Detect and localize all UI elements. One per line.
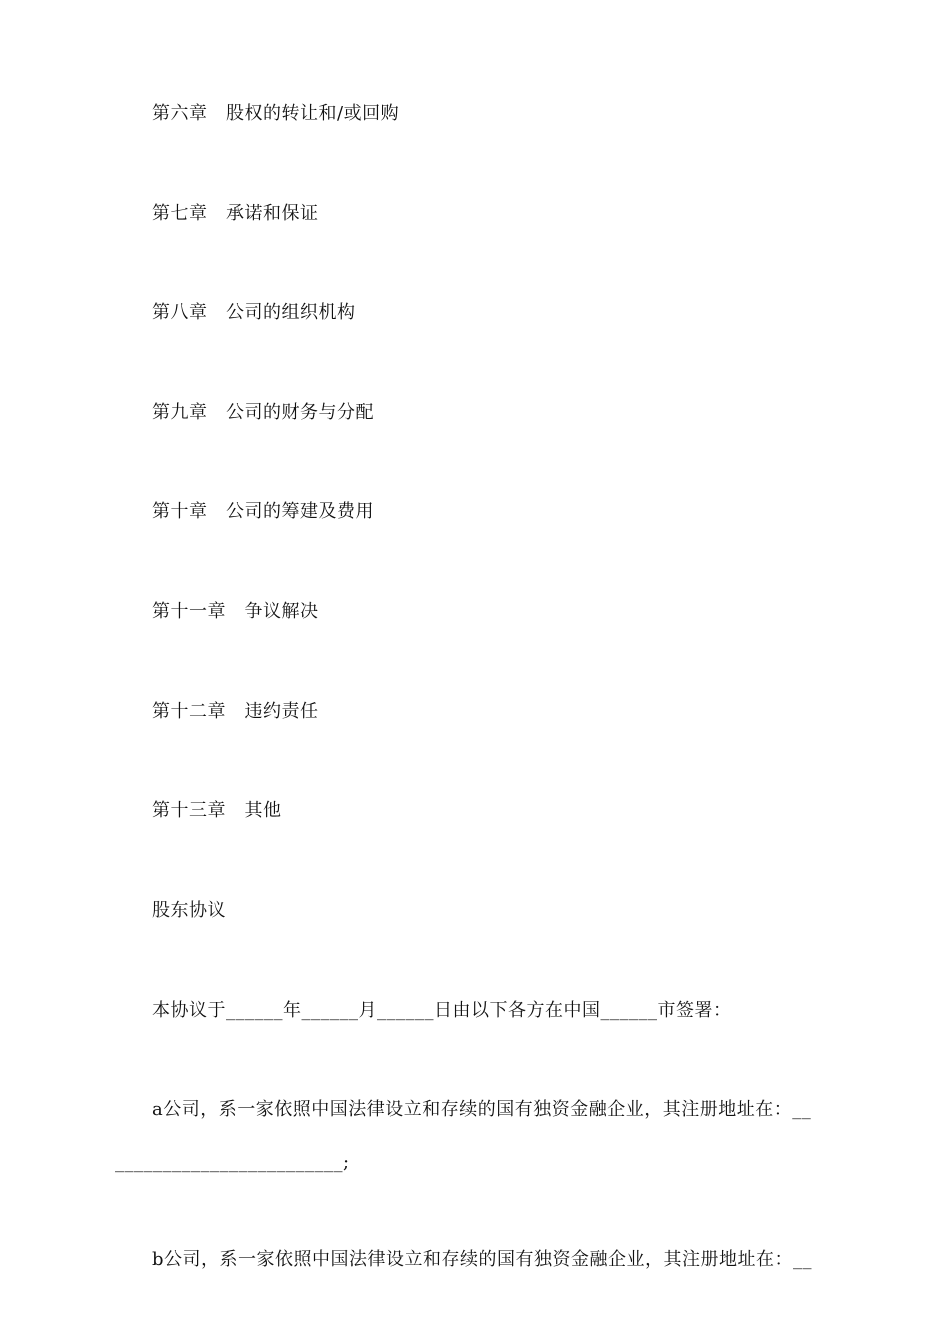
toc-chapter-10: 第十章 公司的筹建及费用 (152, 501, 374, 522)
toc-chapter-9: 第九章 公司的财务与分配 (152, 402, 374, 423)
intro-paragraph: 本协议于______年______月______日由以下各方在中国______市签署： (152, 1000, 732, 1021)
toc-chapter-6: 第六章 股权的转让和/或回购 (152, 103, 400, 124)
toc-chapter-13: 第十三章 其他 (152, 800, 282, 821)
toc-chapter-8: 第八章 公司的组织机构 (152, 302, 356, 323)
party-a-continuation: ________________________; (115, 1152, 350, 1173)
party-b-paragraph: b公司，系一家依照中国法律设立和存续的国有独资金融企业，其注册地址在：__ (152, 1249, 813, 1270)
toc-chapter-11: 第十一章 争议解决 (152, 601, 319, 622)
toc-chapter-12: 第十二章 违约责任 (152, 701, 319, 722)
party-a-paragraph: a公司，系一家依照中国法律设立和存续的国有独资金融企业，其注册地址在：__ (152, 1099, 812, 1120)
toc-chapter-7: 第七章 承诺和保证 (152, 203, 319, 224)
document-title: 股东协议 (152, 900, 226, 921)
